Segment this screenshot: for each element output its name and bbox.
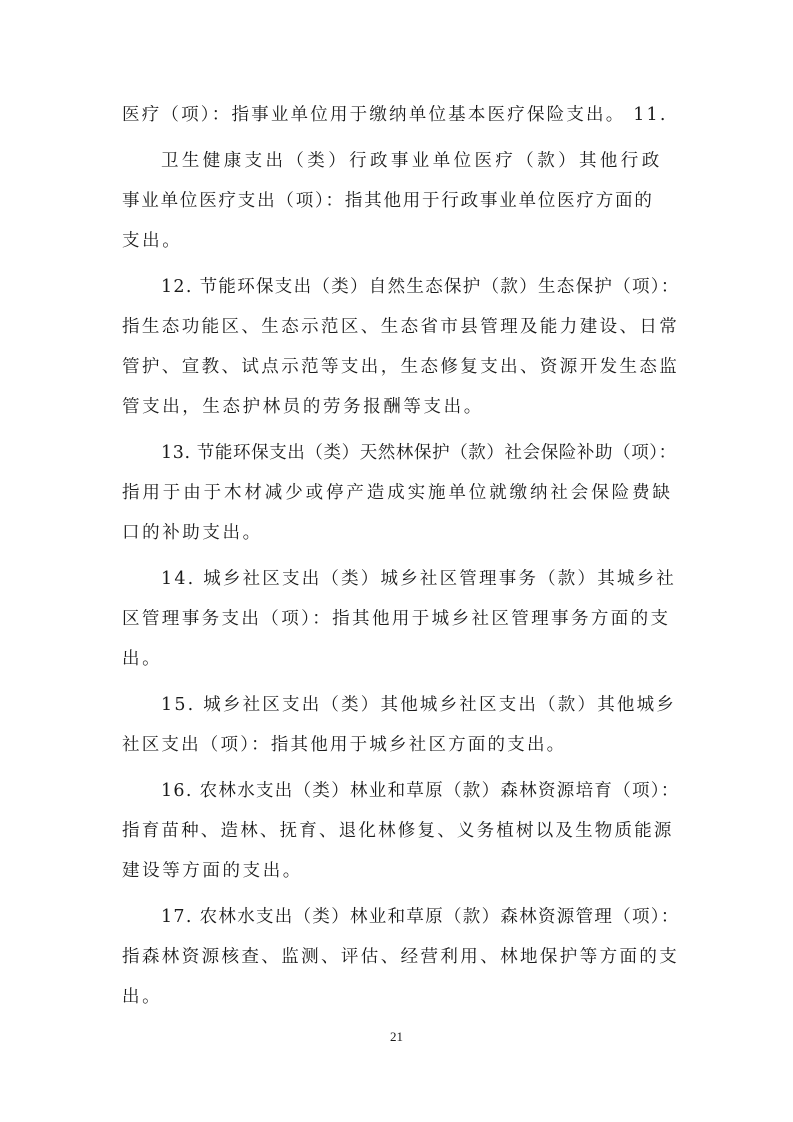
paragraph-line: 指用于由于木材减少或停产造成实施单位就缴纳社会保险费缺 [122, 483, 673, 503]
paragraph-line: 15. 城乡社区支出（类）其他城乡社区支出（款）其他城乡 [161, 695, 676, 715]
paragraph-line: 16. 农林水支出（类）林业和草原（款）森林资源培育（项）： [161, 781, 680, 801]
paragraph-line: 指森林资源核查、监测、评估、经营利用、林地保护等方面的支 [122, 947, 680, 967]
paragraph-line: 14. 城乡社区支出（类）城乡社区管理事务（款）其城乡社 [161, 569, 676, 589]
paragraph-line: 管护、宣教、试点示范等支出，生态修复支出、资源开发生态监 [122, 357, 680, 377]
paragraph-line: 口的补助支出。 [122, 523, 263, 543]
paragraph-line: 出。 [122, 987, 163, 1007]
paragraph-line: 管支出，生态护林员的劳务报酬等支出。 [122, 397, 484, 417]
paragraph-line: 出。 [122, 649, 163, 669]
paragraph-line: 13. 节能环保支出（类）天然林保护（款）社会保险补助（项）： [161, 443, 677, 463]
paragraph-line: 建设等方面的支出。 [122, 861, 303, 881]
paragraph-line: 12. 节能环保支出（类）自然生态保护（款）生态保护（项）： [161, 277, 680, 297]
paragraph-line: 卫生健康支出（类）行政事业单位医疗（款）其他行政 [161, 151, 663, 171]
paragraph-line: 17. 农林水支出（类）林业和草原（款）森林资源管理（项）： [161, 907, 680, 927]
paragraph-line: 医疗（项）：指事业单位用于缴纳单位基本医疗保险支出。 11. [122, 105, 668, 125]
page-number: 21 [390, 1029, 403, 1044]
paragraph-line: 社区支出（项）：指其他用于城乡社区方面的支出。 [122, 735, 567, 755]
paragraph-line: 区管理事务支出（项）：指其他用于城乡社区管理事务方面的支 [122, 609, 671, 629]
paragraph-line: 事业单位医疗支出（项）：指其他用于行政事业单位医疗方面的 [122, 191, 654, 211]
paragraph-line: 指育苗种、造林、抚育、退化林修复、义务植树以及生物质能源 [122, 821, 674, 841]
paragraph-line: 支出。 [122, 231, 183, 251]
paragraph-line: 指生态功能区、生态示范区、生态省市县管理及能力建设、日常 [122, 317, 680, 337]
